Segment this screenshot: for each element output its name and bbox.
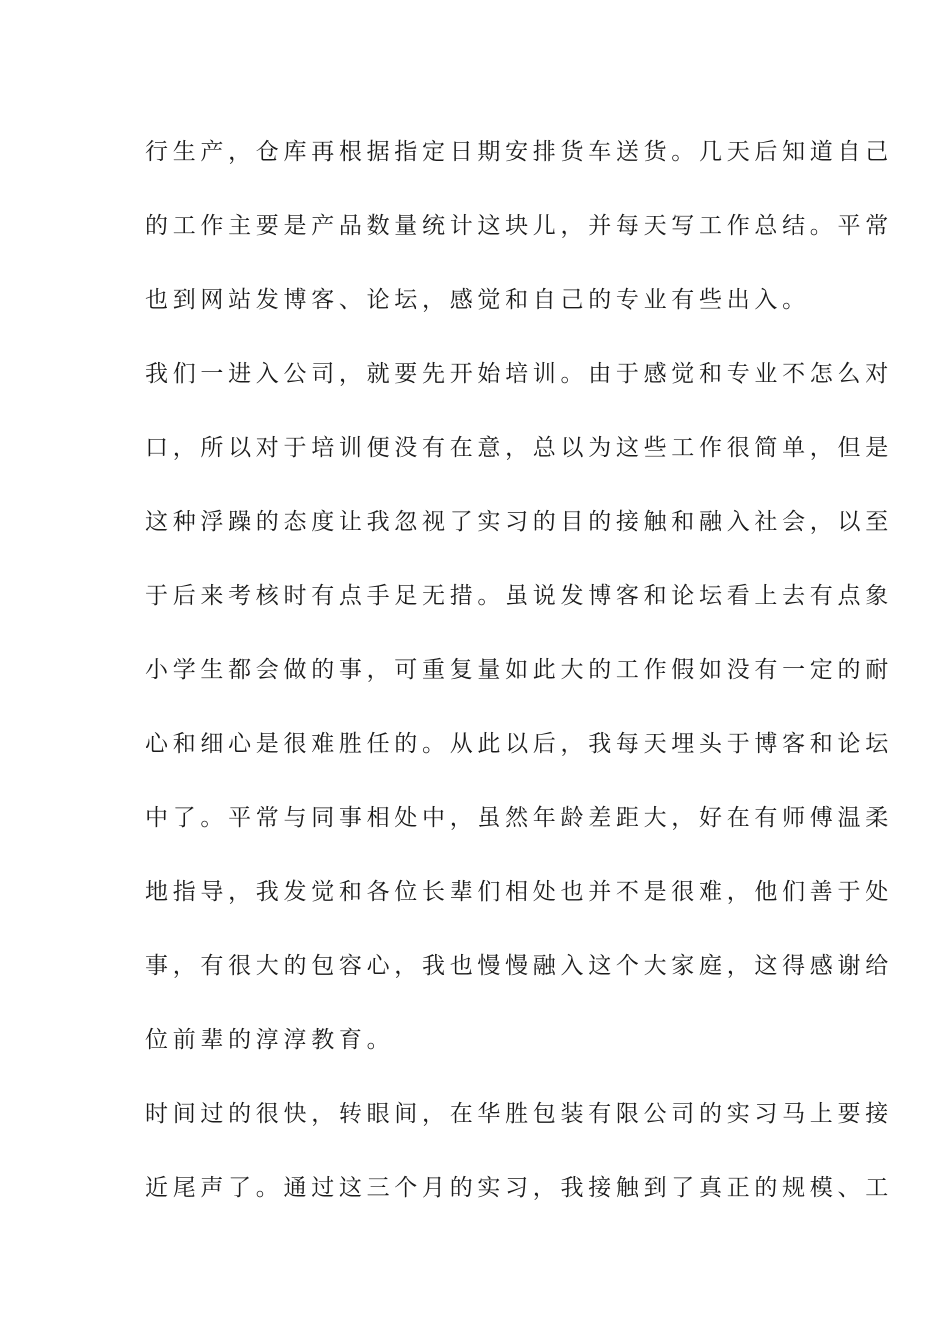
text-line: 位前辈的淳淳教育。 <box>145 1027 395 1053</box>
text-line: 近尾声了。通过这三个月的实习，我接触到了真正的规模、工 <box>145 1175 893 1201</box>
text-line: 口，所以对于培训便没有在意，总以为这些工作很简单，但是 <box>145 435 893 461</box>
text-line: 也到网站发博客、论坛，感觉和自己的专业有些出入。 <box>145 287 810 313</box>
text-line: 这种浮躁的态度让我忽视了实习的目的接触和融入社会，以至 <box>145 509 893 535</box>
text-line: 中了。平常与同事相处中，虽然年龄差距大，好在有师傅温柔 <box>145 805 893 831</box>
text-line: 我们一进入公司，就要先开始培训。由于感觉和专业不怎么对 <box>145 361 893 387</box>
text-line: 心和细心是很难胜任的。从此以后，我每天埋头于博客和论坛 <box>145 731 893 757</box>
text-line: 行生产，仓库再根据指定日期安排货车送货。几天后知道自己 <box>145 139 893 165</box>
text-line: 于后来考核时有点手足无措。虽说发博客和论坛看上去有点象 <box>145 583 893 609</box>
text-line: 地指导，我发觉和各位长辈们相处也并不是很难，他们善于处 <box>145 879 893 905</box>
text-line: 的工作主要是产品数量统计这块儿，并每天写工作总结。平常 <box>145 213 893 239</box>
text-line: 事，有很大的包容心，我也慢慢融入这个大家庭，这得感谢给 <box>145 953 893 979</box>
text-line: 时间过的很快，转眼间，在华胜包装有限公司的实习马上要接 <box>145 1101 893 1127</box>
text-line: 小学生都会做的事，可重复量如此大的工作假如没有一定的耐 <box>145 657 893 683</box>
